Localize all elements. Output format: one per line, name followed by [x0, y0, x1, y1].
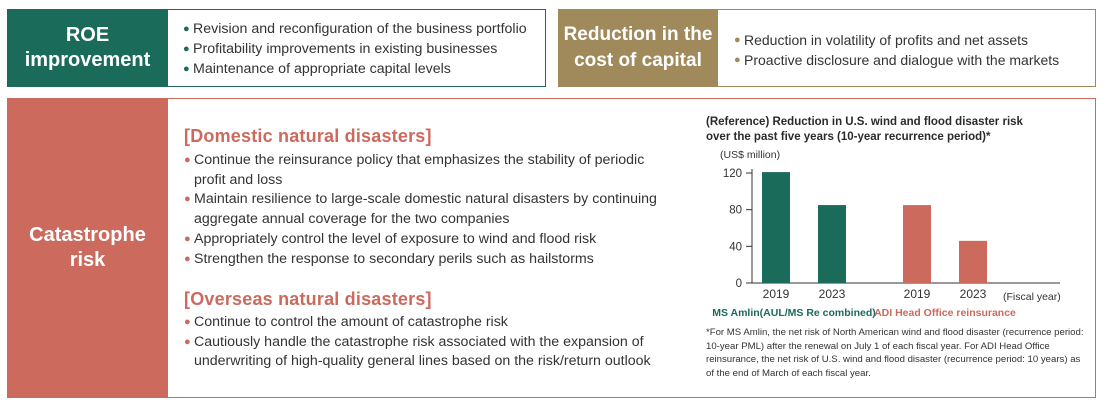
- list-item-text: Continue the reinsurance policy that emphasizes the stability of periodic: [194, 152, 645, 168]
- bullet-icon: ●: [184, 154, 191, 166]
- bullet-icon: ●: [183, 43, 190, 55]
- list-item: [184, 151, 684, 190]
- footnote-line: of the end of March of each fiscal year.: [706, 367, 871, 379]
- domestic-title: [Domestic natural disasters]: [184, 126, 432, 146]
- catastrophe-label-line1: Catastrophe: [29, 224, 146, 246]
- legend-label: MS Amlin(AUL/MS Re combined): [712, 307, 876, 319]
- list-item: [184, 333, 684, 372]
- list-item: [183, 19, 543, 39]
- domestic-list: [184, 151, 684, 269]
- list-item: [184, 313, 684, 333]
- list-item-text: Maintenance of appropriate capital levels: [193, 61, 451, 77]
- list-item-text: profit and loss: [194, 171, 283, 188]
- list-item-text: Continue to control the amount of catastrophe risk: [194, 314, 508, 330]
- roe-label: [7, 9, 168, 87]
- list-item-text: Strengthen the response to secondary perils such as hailstorms: [194, 250, 594, 267]
- list-item: [734, 30, 1094, 50]
- list-item-text: Appropriately control the level of exposure to wind and flood risk: [194, 230, 597, 247]
- x-axis-unit-label: (Fiscal year): [1003, 291, 1061, 303]
- list-item-text: underwriting of high-quality general lines based on the risk/return outlook: [194, 353, 651, 370]
- bullet-icon: ●: [184, 316, 191, 328]
- list-item: [734, 50, 1094, 70]
- footnote-line: 10-year PML) after the renewal on July 1 of each fiscal year. For ADI Head Office: [706, 340, 1050, 352]
- y-unit-label: (US$ million): [720, 149, 781, 161]
- bullet-icon: ●: [184, 335, 191, 348]
- chart-title-line1: (Reference) Reduction in U.S. wind and flood disaster risk: [706, 116, 1023, 128]
- bullet-icon: ●: [734, 54, 741, 66]
- overseas-list: [184, 313, 684, 372]
- overseas-title: [Overseas natural disasters]: [184, 289, 432, 309]
- x-tick-label: 2023: [818, 287, 846, 301]
- capital-list: [734, 30, 1094, 70]
- bar: [959, 241, 987, 283]
- legend-label: ADI Head Office reinsurance: [874, 307, 1016, 319]
- bullet-icon: ●: [184, 193, 191, 206]
- list-item-text: Revision and reconfiguration of the business portfolio: [193, 21, 527, 37]
- y-tick-label: 80: [729, 204, 742, 217]
- list-item: [183, 39, 543, 59]
- capital-label: [558, 9, 718, 87]
- list-item: [184, 190, 684, 229]
- list-item: [184, 230, 684, 250]
- chart-footnote: [706, 326, 1090, 380]
- list-item: [183, 59, 543, 79]
- list-item-text: Profitability improvements in existing businesses: [193, 41, 498, 57]
- y-tick-label: 0: [735, 278, 742, 290]
- roe-label-line2: improvement: [24, 49, 151, 71]
- list-item: [184, 250, 684, 270]
- list-item-text: aggregate annual coverage for the two companies: [194, 211, 510, 228]
- capital-label-line1: Reduction in the: [563, 24, 713, 45]
- capital-label-line2: cost of capital: [574, 50, 702, 71]
- footnote-line: reinsurance, the net risk of U.S. wind and flood disaster (recurrence period: 10 years) as: [706, 354, 1081, 365]
- risk-bar-chart: [690, 146, 1090, 326]
- catastrophe-label-line2: risk: [69, 249, 106, 271]
- list-item-text: Proactive disclosure and dialogue with the markets: [744, 52, 1060, 68]
- bar: [818, 205, 846, 283]
- bar: [762, 172, 790, 283]
- y-tick-label: 40: [729, 241, 742, 254]
- bullet-icon: ●: [183, 63, 190, 75]
- list-item-text: Maintain resilience to large-scale domestic natural disasters by continuing: [194, 191, 657, 208]
- x-tick-label: 2019: [903, 287, 931, 301]
- list-item-text: Reduction in volatility of profits and net assets: [744, 32, 1029, 48]
- roe-list: [183, 19, 543, 79]
- chart-title: [706, 115, 1086, 145]
- x-tick-label: 2019: [762, 287, 790, 301]
- bullet-icon: ●: [184, 252, 191, 265]
- bullet-icon: ●: [734, 34, 741, 46]
- x-tick-label: 2023: [959, 287, 987, 301]
- footnote-line: *For MS Amlin, the net risk of North American wind and flood disaster (recurrence period:: [706, 327, 1084, 338]
- catastrophe-label: [7, 98, 168, 398]
- chart-title-line2: over the past five years (10-year recurrence period)*: [706, 131, 991, 143]
- bullet-icon: ●: [183, 23, 190, 35]
- bullet-icon: ●: [184, 232, 191, 245]
- roe-label-line1: ROE: [65, 24, 110, 46]
- list-item-text: Cautiously handle the catastrophe risk associated with the expansion of: [194, 333, 644, 350]
- bar: [903, 205, 931, 283]
- y-tick-label: 120: [722, 168, 742, 180]
